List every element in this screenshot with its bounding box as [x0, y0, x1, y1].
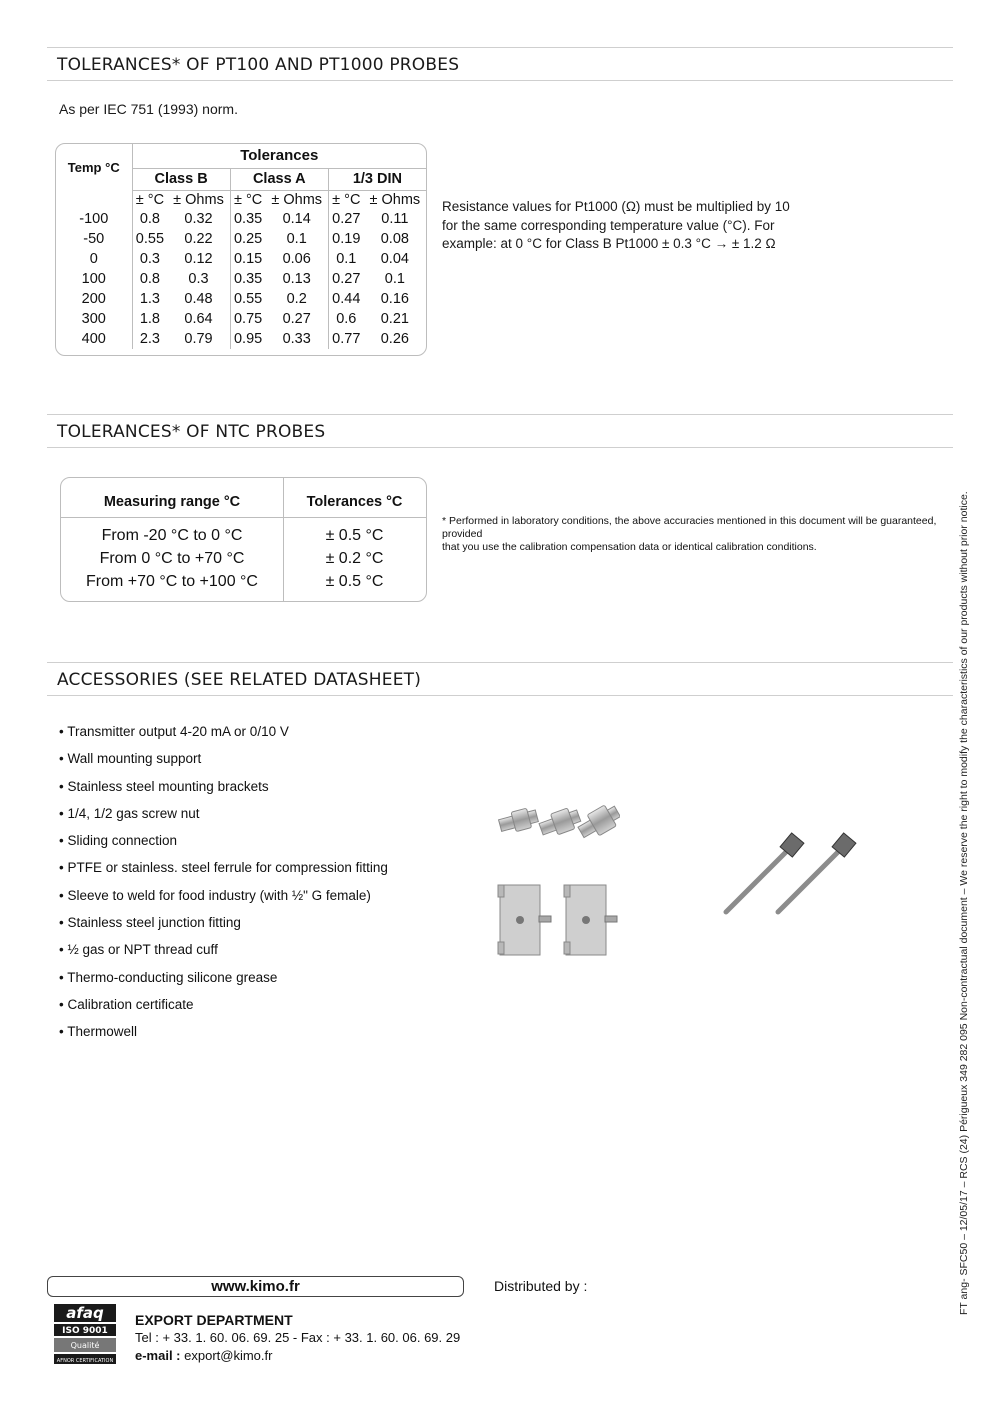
tolerance-cell: 0.1: [328, 249, 363, 269]
tolerance-cell: 0.8: [132, 269, 167, 289]
tolerance-cell: 0.26: [380, 331, 409, 347]
pt1000-note: [442, 198, 790, 254]
range-value: From -20 °C to 0 °C: [101, 527, 243, 544]
legal-side-text: FT ang- SFC50 – 12/05/17 – RCS (24) Périgueux 349 282 095 Non-contractual document – We reserve the right to modify the characteristics of our products without prior notice.: [958, 491, 970, 1315]
distributed-by: Distributed by :: [494, 1278, 588, 1294]
note-line: example: at 0 °C for Class B Pt1000 ± 0.3 °C → ± 1.2 Ω: [442, 236, 776, 251]
tolerance-cell: 0.32: [184, 211, 213, 227]
unit-ohms: ± Ohms: [173, 191, 224, 208]
pt100-tolerance-table: [55, 143, 427, 356]
section-header-pt100: [47, 47, 953, 81]
list-item: • Thermo-conducting silicone grease: [59, 968, 388, 995]
tolerance-value: ± 0.5 °C: [325, 573, 384, 590]
list-item: • Stainless steel junction fitting: [59, 913, 388, 940]
list-item: • Sleeve to weld for food industry (with ½" G female): [59, 886, 388, 913]
tolerance-cell: [283, 524, 426, 593]
tolerance-cell: 0.1: [384, 271, 405, 287]
footnote-line: * Performed in laboratory conditions, the above accuracies mentioned in this document will be guaranteed, provided: [442, 515, 937, 540]
tolerance-cell: 0.1: [286, 231, 307, 247]
tolerance-cell: 0.21: [380, 311, 409, 327]
tolerance-cell: 0.27: [328, 269, 363, 289]
tolerance-cell: 0.75: [230, 309, 265, 329]
unit-c: ± °C: [328, 190, 363, 209]
contact-block: [135, 1311, 460, 1365]
unit-c: ± °C: [132, 190, 167, 209]
unit-ohms: ± Ohms: [369, 191, 421, 208]
class-a-header: Class A: [230, 168, 328, 190]
temp-cell: 300: [81, 311, 106, 327]
tolerance-cell: 0.48: [184, 291, 213, 307]
list-item: • Thermowell: [59, 1022, 388, 1049]
phone-fax: Tel : + 33. 1. 60. 06. 69. 25 - Fax : + 33. 1. 60. 06. 69. 29: [135, 1330, 461, 1345]
tolerance-cell: 0.25: [230, 229, 265, 249]
mounting-brackets-image: [495, 880, 620, 960]
ntc-tolerance-table: [60, 477, 427, 602]
tolerance-cell: 0.11: [381, 211, 409, 227]
temp-cell: 100: [81, 271, 106, 287]
list-item: • Wall mounting support: [59, 749, 388, 776]
din-header: 1/3 DIN: [328, 168, 426, 190]
tolerance-cell: 0.04: [380, 251, 409, 267]
table-row: [56, 329, 426, 349]
table-row: [56, 309, 426, 329]
tolerance-cell: 0.2: [286, 291, 307, 307]
unit-c: ± °C: [230, 190, 265, 209]
list-item: • 1/4, 1/2 gas screw nut: [59, 804, 388, 831]
tolerance-cell: 0.44: [328, 289, 363, 309]
tolerance-cell: 0.79: [184, 331, 213, 347]
footnote-line: that you use the calibration compensation data or identical calibration conditions.: [442, 541, 817, 553]
table-row: [56, 229, 426, 249]
class-b-header: Class B: [132, 168, 230, 190]
note-line: Resistance values for Pt1000 (Ω) must be multiplied by 10: [442, 199, 790, 214]
tolerance-cell: 0.55: [132, 229, 167, 249]
tolerance-cell: 0.6: [328, 309, 363, 329]
temp-cell: -100: [79, 211, 109, 227]
table-row: [56, 289, 426, 309]
tolerance-cell: 0.3: [132, 249, 167, 269]
email-line: [135, 1347, 460, 1365]
norm-text: As per IEC 751 (1993) norm.: [59, 101, 238, 117]
list-item: • Calibration certificate: [59, 995, 388, 1022]
screw-nuts-image: [495, 800, 620, 850]
thermowell-image: [718, 828, 858, 920]
list-item: • Transmitter output 4-20 mA or 0/10 V: [59, 722, 388, 749]
tolerance-cell: 0.95: [230, 329, 265, 349]
accessories-list: [59, 722, 388, 1050]
note-line: for the same corresponding temperature value (°C). For: [442, 217, 775, 233]
tolerance-cell: 0.22: [184, 231, 213, 247]
temp-cell: 0: [89, 251, 98, 267]
department: EXPORT DEPARTMENT: [135, 1312, 293, 1328]
tolerance-cell: 1.8: [132, 309, 167, 329]
tolerance-value: ± 0.2 °C: [325, 550, 384, 567]
section-title: ACCESSORIES (SEE RELATED DATASHEET): [57, 670, 422, 690]
list-item: • PTFE or stainless. steel ferrule for compression fitting: [59, 858, 388, 885]
table-row: [56, 209, 426, 229]
tolerance-cell: 0.16: [380, 291, 409, 307]
tolerance-cell: 0.08: [380, 231, 409, 247]
logo-cert: ISO 9001: [62, 1326, 108, 1336]
tolerance-cell: 0.13: [282, 271, 311, 287]
range-value: From 0 °C to +70 °C: [99, 550, 245, 567]
pt-table: [56, 144, 426, 349]
tolerance-cell: 0.12: [184, 251, 213, 267]
range-cell: [61, 524, 283, 593]
tolerance-cell: 0.64: [184, 311, 213, 327]
tolerance-cell: 0.3: [188, 271, 209, 287]
tolerances-header: Tolerances: [132, 144, 426, 168]
tolerance-cell: 0.19: [328, 229, 363, 249]
tolerance-cell: 0.15: [230, 249, 265, 269]
section-title: TOLERANCES* OF PT100 AND PT1000 PROBES: [57, 55, 460, 75]
logo-org: AFNOR CERTIFICATION: [56, 1358, 114, 1364]
temp-cell: 400: [81, 331, 106, 347]
tolerance-header: Tolerances °C: [306, 494, 403, 510]
table-row: [56, 249, 426, 269]
section-header-accessories: [47, 662, 953, 696]
table-row: [56, 269, 426, 289]
tolerance-cell: 0.35: [230, 209, 265, 229]
range-header: Measuring range °C: [103, 494, 241, 510]
temp-cell: -50: [83, 231, 105, 247]
footnote: [442, 515, 952, 554]
tolerance-cell: 0.55: [230, 289, 265, 309]
tolerance-cell: 0.27: [328, 209, 363, 229]
list-item: • Stainless steel mounting brackets: [59, 777, 388, 804]
website-link[interactable]: www.kimo.fr: [47, 1276, 464, 1297]
unit-ohms: ± Ohms: [271, 191, 323, 208]
range-value: From +70 °C to +100 °C: [86, 573, 258, 590]
tolerance-cell: 0.27: [282, 311, 311, 327]
email-link[interactable]: export@kimo.fr: [184, 1348, 273, 1363]
tolerance-cell: 0.06: [282, 251, 311, 267]
temp-header: Temp °C: [67, 159, 120, 175]
temp-cell: 200: [81, 291, 106, 307]
list-item: • Sliding connection: [59, 831, 388, 858]
tolerance-cell: 2.3: [132, 329, 167, 349]
tolerance-cell: 0.14: [282, 211, 311, 227]
tolerance-cell: 0.8: [132, 209, 167, 229]
list-item: • ½ gas or NPT thread cuff: [59, 940, 388, 967]
tolerance-cell: 0.35: [230, 269, 265, 289]
section-title: TOLERANCES* OF NTC PROBES: [57, 422, 326, 442]
section-header-ntc: [47, 414, 953, 448]
logo-quality: Qualité: [70, 1341, 100, 1350]
table-divider: [61, 517, 426, 518]
tolerance-value: ± 0.5 °C: [325, 527, 384, 544]
tolerance-cell: 0.77: [328, 329, 363, 349]
logo-name: afaq: [66, 1304, 104, 1322]
tolerance-cell: 0.33: [282, 331, 311, 347]
afaq-logo: [52, 1302, 118, 1366]
email-label: e-mail :: [135, 1348, 181, 1363]
tolerance-cell: 1.3: [132, 289, 167, 309]
